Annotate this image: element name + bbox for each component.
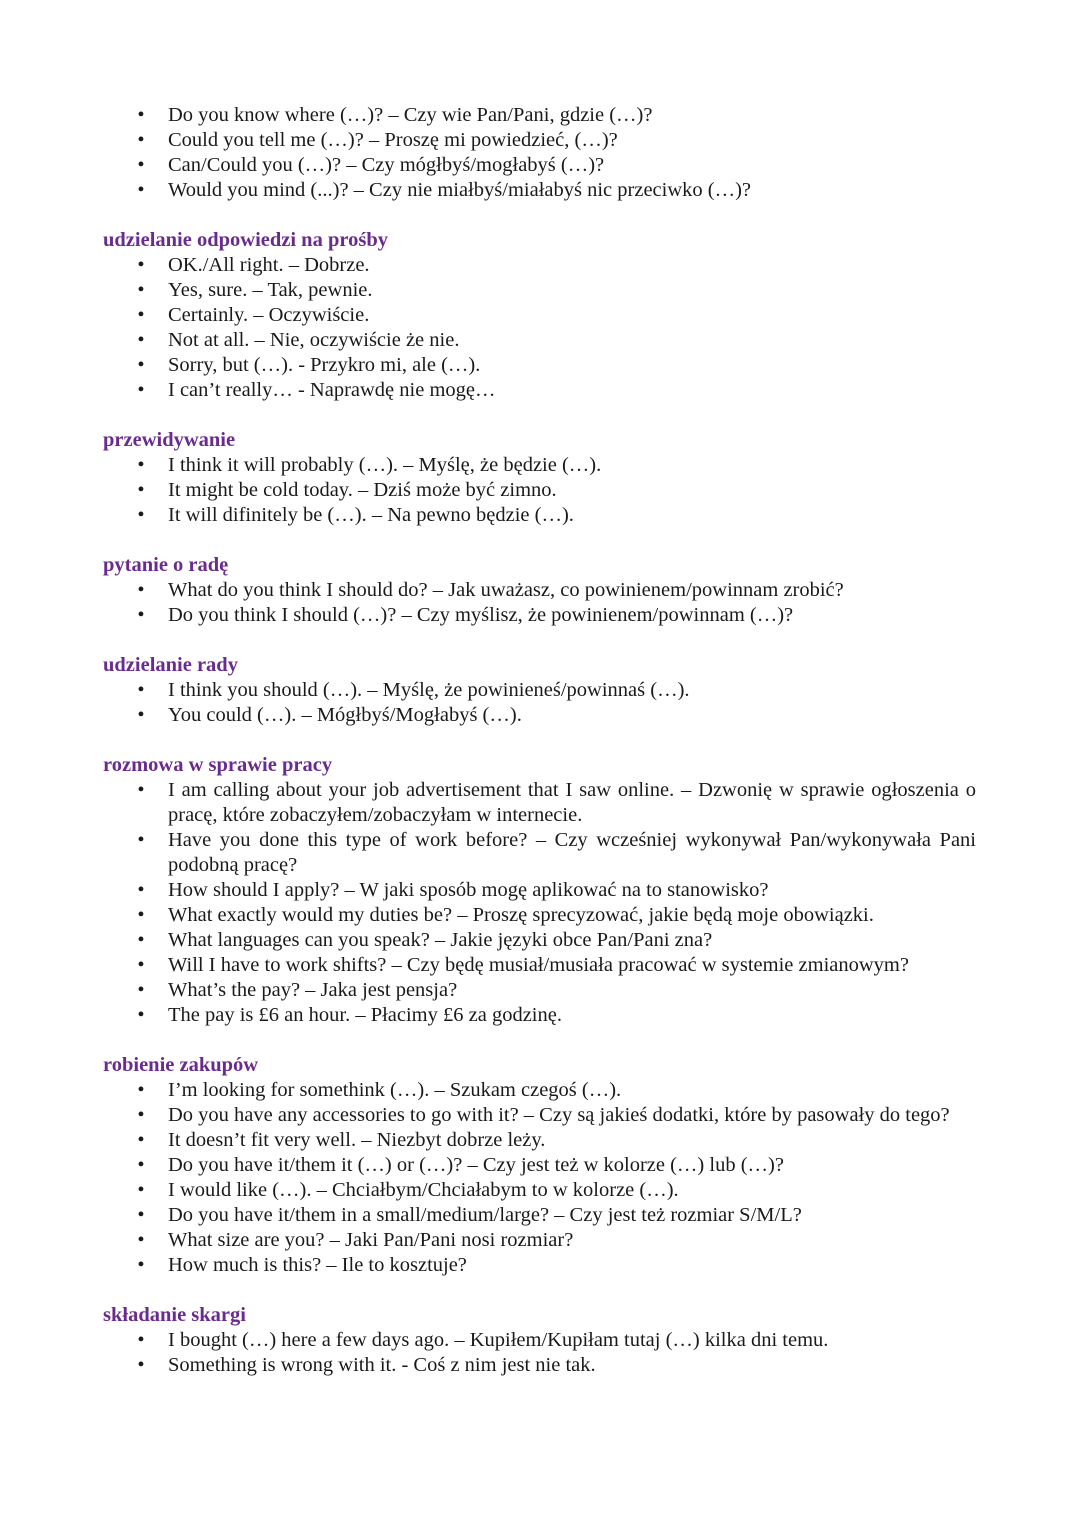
phrase-text: I think it will probably (…). – Myślę, że będzie (…).: [168, 454, 602, 476]
phrase-text: Could you tell me (…)? – Proszę mi powiedzieć, (…)?: [168, 129, 618, 151]
section-predicting: [0, 428, 1080, 528]
phrase-text: How much is this? – Ile to kosztuje?: [168, 1254, 467, 1276]
list-item: [0, 1103, 1080, 1128]
list-item: [0, 978, 1080, 1003]
phrase-text: I think you should (…). – Myślę, że powinieneś/powinnaś (…).: [168, 679, 690, 701]
list-item: [0, 103, 1080, 128]
list-item: [0, 303, 1080, 328]
list-item: [0, 178, 1080, 203]
list-item: [0, 1253, 1080, 1278]
bullet-icon: [136, 353, 146, 378]
phrase-text: What languages can you speak? – Jakie języki obce Pan/Pani zna?: [168, 929, 713, 951]
phrase-list: [0, 678, 1080, 728]
list-item: [0, 778, 1080, 828]
bullet-icon: [136, 703, 146, 728]
bullet-icon: [136, 478, 146, 503]
phrase-text: It doesn’t fit very well. – Niezbyt dobrze leży.: [168, 1129, 546, 1151]
bullet-icon: [136, 778, 146, 803]
phrase-text: It might be cold today. – Dziś może być zimno.: [168, 479, 557, 501]
phrase-text: I’m looking for somethink (…). – Szukam czegoś (…).: [168, 1079, 622, 1101]
list-item: [0, 903, 1080, 928]
bullet-icon: [136, 1253, 146, 1278]
bullet-icon: [136, 878, 146, 903]
list-item: [0, 1328, 1080, 1353]
list-item: [0, 153, 1080, 178]
list-item: [0, 603, 1080, 628]
list-item: [0, 1078, 1080, 1103]
bullet-icon: [136, 378, 146, 403]
list-item: [0, 878, 1080, 903]
list-item: [0, 478, 1080, 503]
list-item: [0, 1128, 1080, 1153]
list-item: [0, 953, 1080, 978]
section-giving-advice: [0, 653, 1080, 728]
phrase-text: Certainly. – Oczywiście.: [168, 304, 370, 326]
phrase-text: Would you mind (...)? – Czy nie miałbyś/miałabyś nic przeciwko (…)?: [168, 179, 752, 201]
list-item: [0, 1353, 1080, 1378]
section-shopping: [0, 1053, 1080, 1278]
phrase-list: [0, 778, 1080, 1028]
list-item: [0, 703, 1080, 728]
list-item: [0, 253, 1080, 278]
bullet-icon: [136, 1078, 146, 1103]
phrase-text: Do you have any accessories to go with it? – Czy są jakieś dodatki, które by pasowały do tego?: [168, 1104, 950, 1126]
bullet-icon: [136, 253, 146, 278]
phrase-text: I bought (…) here a few days ago. – Kupiłem/Kupiłam tutaj (…) kilka dni temu.: [168, 1329, 829, 1351]
bullet-icon: [136, 103, 146, 128]
phrase-list: [0, 1078, 1080, 1278]
bullet-icon: [136, 928, 146, 953]
bullet-icon: [136, 278, 146, 303]
phrase-text: You could (…). – Mógłbyś/Mogłabyś (…).: [168, 704, 522, 726]
bullet-icon: [136, 603, 146, 628]
bullet-icon: [136, 178, 146, 203]
bullet-icon: [136, 1203, 146, 1228]
list-item: [0, 1203, 1080, 1228]
list-item: [0, 128, 1080, 153]
section-heading: udzielanie rady: [103, 654, 238, 676]
list-item: [0, 928, 1080, 953]
section-complaining: [0, 1303, 1080, 1378]
bullet-icon: [136, 1128, 146, 1153]
section-heading: składanie skargi: [103, 1304, 246, 1326]
list-item: [0, 353, 1080, 378]
phrase-list: [0, 253, 1080, 403]
phrase-text: Do you have it/them in a small/medium/large? – Czy jest też rozmiar S/M/L?: [168, 1204, 802, 1226]
list-item: [0, 1178, 1080, 1203]
list-item: [0, 378, 1080, 403]
bullet-icon: [136, 128, 146, 153]
phrase-text: How should I apply? – W jaki sposób mogę aplikować na to stanowisko?: [168, 879, 769, 901]
section-requests: [0, 103, 1080, 203]
list-item: [0, 678, 1080, 703]
list-item: [0, 1153, 1080, 1178]
bullet-icon: [136, 453, 146, 478]
phrase-text: It will difinitely be (…). – Na pewno będzie (…).: [168, 504, 574, 526]
phrase-list: [0, 103, 1080, 203]
list-item: [0, 453, 1080, 478]
bullet-icon: [136, 1103, 146, 1128]
phrase-text: I am calling about your job advertisement that I saw online. – Dzwonię w sprawie ogłoszenia o pracę, które zobaczyłem/zobaczyłam w internecie.: [168, 779, 976, 826]
section-heading: przewidywanie: [103, 429, 236, 451]
bullet-icon: [136, 578, 146, 603]
phrase-text: Do you know where (…)? – Czy wie Pan/Pani, gdzie (…)?: [168, 104, 653, 126]
section-heading: robienie zakupów: [103, 1054, 259, 1076]
section-heading: udzielanie odpowiedzi na prośby: [103, 229, 388, 251]
phrase-text: What exactly would my duties be? – Proszę sprecyzować, jakie będą moje obowiązki.: [168, 904, 874, 926]
phrase-text: Will I have to work shifts? – Czy będę musiał/musiała pracować w systemie zmianowym?: [168, 954, 909, 976]
phrase-text: Sorry, but (…). - Przykro mi, ale (…).: [168, 354, 481, 376]
phrase-text: Something is wrong with it. - Coś z nim jest nie tak.: [168, 1354, 596, 1376]
bullet-icon: [136, 1328, 146, 1353]
phrase-text: I can’t really… - Naprawdę nie mogę…: [168, 379, 496, 401]
bullet-icon: [136, 828, 146, 853]
bullet-icon: [136, 153, 146, 178]
phrase-text: Can/Could you (…)? – Czy mógłbyś/mogłabyś (…)?: [168, 154, 605, 176]
list-item: [0, 328, 1080, 353]
bullet-icon: [136, 1178, 146, 1203]
bullet-icon: [136, 303, 146, 328]
phrase-text: Have you done this type of work before? – Czy wcześniej wykonywał Pan/wykonywała Pani podobną pracę?: [168, 829, 976, 876]
list-item: [0, 828, 1080, 878]
section-responding-to-requests: [0, 228, 1080, 403]
bullet-icon: [136, 903, 146, 928]
phrase-text: The pay is £6 an hour. – Płacimy £6 za godzinę.: [168, 1004, 562, 1026]
phrase-text: Do you have it/them it (…) or (…)? – Czy jest też w kolorze (…) lub (…)?: [168, 1154, 784, 1176]
phrase-text: Yes, sure. – Tak, pewnie.: [168, 279, 373, 301]
phrase-text: What do you think I should do? – Jak uważasz, co powinienem/powinnam zrobić?: [168, 579, 844, 601]
section-job-conversation: [0, 753, 1080, 1028]
list-item: [0, 503, 1080, 528]
list-item: [0, 578, 1080, 603]
phrase-list: [0, 1328, 1080, 1378]
section-heading: pytanie o radę: [103, 554, 229, 576]
phrase-text: OK./All right. – Dobrze.: [168, 254, 370, 276]
phrase-text: What’s the pay? – Jaka jest pensja?: [168, 979, 458, 1001]
phrase-list: [0, 578, 1080, 628]
list-item: [0, 1228, 1080, 1253]
bullet-icon: [136, 328, 146, 353]
bullet-icon: [136, 678, 146, 703]
section-asking-for-advice: [0, 553, 1080, 628]
phrase-list: [0, 453, 1080, 528]
section-heading: rozmowa w sprawie pracy: [103, 754, 333, 776]
bullet-icon: [136, 503, 146, 528]
bullet-icon: [136, 1228, 146, 1253]
phrase-text: Not at all. – Nie, oczywiście że nie.: [168, 329, 460, 351]
phrase-document: [0, 103, 1080, 1378]
list-item: [0, 278, 1080, 303]
bullet-icon: [136, 1353, 146, 1378]
bullet-icon: [136, 978, 146, 1003]
phrase-text: I would like (…). – Chciałbym/Chciałabym to w kolorze (…).: [168, 1179, 679, 1201]
bullet-icon: [136, 1153, 146, 1178]
phrase-text: What size are you? – Jaki Pan/Pani nosi rozmiar?: [168, 1229, 574, 1251]
bullet-icon: [136, 1003, 146, 1028]
phrase-text: Do you think I should (…)? – Czy myślisz, że powinienem/powinnam (…)?: [168, 604, 794, 626]
list-item: [0, 1003, 1080, 1028]
bullet-icon: [136, 953, 146, 978]
